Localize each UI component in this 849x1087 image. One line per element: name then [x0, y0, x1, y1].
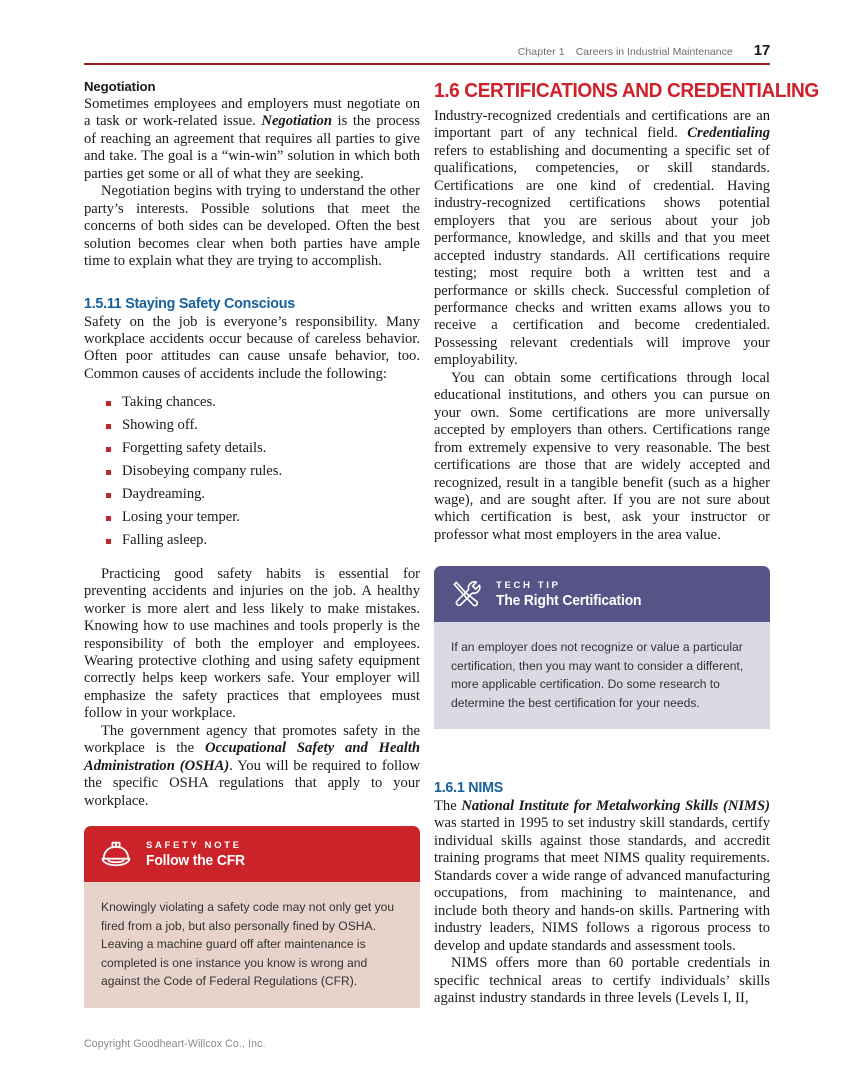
safety-habits-paragraph: Practicing good safety habits is essential for preventing accidents and injuries on the job. A healthy worker is more alert and less likely to make mistakes. Knowing how to use machines and tools properly is the responsibility of both the employer and employees. Wearing protective clothing and using safety equipment correctly helps keep workers safe. Your employer will emphasize the safety practices that employees must follow in your workplace.	[84, 565, 420, 722]
list-item-label: Showing off.	[122, 417, 198, 434]
page-number: 17	[753, 42, 770, 59]
list-item-label: Falling asleep.	[122, 531, 208, 548]
list-item-label: Daydreaming.	[122, 485, 206, 502]
tech-tip-body: If an employer does not recognize or value a particular certification, then you may want to consider a different, more applicable certification. Do some research to determine the best certification for your needs.	[434, 622, 770, 729]
running-head-chapter: Chapter 1	[517, 46, 565, 58]
nims-p1-part-a: The	[434, 798, 462, 814]
right-column	[434, 79, 819, 544]
tech-tip-kicker: TECH TIP	[496, 579, 561, 591]
osha-key-term: Occupational Safety and Health Administration (OSHA)	[84, 740, 420, 774]
osha-p-part-b: . You will be required to follow the specific OSHA regulations that apply to your workplace.	[84, 757, 420, 809]
cert-p1-part-a: Industry-recognized credentials and certifications are an important part of any technical field.	[434, 108, 770, 142]
safety-note-titles	[146, 840, 250, 869]
running-head-title: Careers in Industrial Maintenance	[575, 46, 733, 58]
square-bullet-icon	[106, 447, 111, 452]
list-item	[106, 486, 420, 509]
accident-causes-list	[84, 394, 420, 554]
hard-hat-icon	[99, 837, 133, 871]
square-bullet-icon	[106, 470, 111, 475]
copyright-footer: Copyright Goodheart-Willcox Co., Inc.	[84, 1038, 266, 1050]
list-item	[106, 394, 420, 417]
header-rule	[84, 63, 770, 65]
negotiation-key-term: Negotiation	[261, 113, 332, 130]
negotiation-p1-part-a: Sometimes employees and employers must negotiate on a task or work-related issue.	[84, 96, 420, 130]
nims-key-term: National Institute for Metalworking Skills (NIMS)	[461, 798, 771, 814]
nims-p1-part-b: was started in 1995 to set industry skill standards, certify individual skills against those standards, and accredit training programs that meet NIMS quality requirements. Standards cover a wide range of advanced manufacturing occupations, from machining to maintenance, and include both theory and hands-on skills. Partnering with industry leaders, NIMS follows a rigorous process to develop and update standards and assessment tools.	[434, 815, 770, 954]
list-item	[106, 532, 420, 555]
square-bullet-icon	[106, 516, 111, 521]
osha-p-part-a: The government agency that promotes safety in the workplace is the	[84, 722, 420, 757]
safety-note-body: Knowingly violating a safety code may not only get you fired from a job, but also personally fined by OSHA. Leaving a machine guard off after maintenance is completed is one instance you know is wrong and against the Code of Federal Regulations (CFR).	[84, 882, 420, 1008]
negotiation-paragraph-1	[84, 96, 420, 183]
negotiation-paragraph-2: Negotiation begins with trying to understand the other party’s interests. Possible solutions that meet the concerns of both sides can be developed. Often the best solution becomes clear when both parties have ample time to explain what they are trying to accomplish.	[84, 183, 420, 270]
running-head	[84, 42, 770, 59]
list-item-label: Forgetting safety details.	[122, 440, 267, 457]
safety-note-header	[84, 826, 420, 882]
credentialing-key-term: Credentialing	[687, 125, 770, 142]
square-bullet-icon	[106, 539, 111, 544]
list-item-label: Losing your temper.	[122, 508, 240, 525]
negotiation-heading: Negotiation	[84, 79, 156, 94]
negotiation-p1-part-b: is the process of reaching an agreement that requires all parties to give and take. The goal is a “win-win” solution in which both parties get some or all of what they are seeking.	[84, 113, 421, 182]
tech-tip-box	[434, 566, 770, 729]
certifications-paragraph-2: You can obtain some certifications through local educational institutions, and others you can pursue on your own. Some certifications are more universally accepted by employers than others. Certifications range from extremely expensive to very reasonable. The best certifications are those that are widely accepted and recognized, result in a tangible benefit (such as a higher wage), and are sought after. If you are not sure about which certification is best, ask your instructor or professor what most employers in the area value.	[434, 369, 770, 543]
safety-note-title: Follow the CFR	[146, 852, 245, 869]
section-heading-1-5-11: 1.5.11 Staying Safety Conscious	[84, 294, 295, 312]
right-column-continued	[434, 779, 770, 1007]
tech-tip-header	[434, 566, 770, 622]
tech-tip-titles	[496, 580, 649, 609]
section-heading-1-6-1: 1.6.1 NIMS	[434, 779, 504, 796]
certifications-paragraph-1	[434, 108, 770, 370]
square-bullet-icon	[106, 424, 111, 429]
nims-paragraph-1	[434, 798, 770, 955]
nims-paragraph-2: NIMS offers more than 60 portable credentials in specific technical areas to certify individuals’ skills against industry standards in three levels (Levels I, II,	[434, 955, 770, 1006]
list-item	[106, 509, 420, 532]
cert-p1-part-b: refers to establishing and documenting a specific set of qualifications, competencies, or skill standards. Certifications are one kind of credential. Having industry-recognized certifications shows potential employers that you are serious about your job performance, knowledge, and skills and that you meet accepted industry standards. All certifications require testing; most require both a written test and a performance or skills check. Successful completion of performance checks and written exams allows you to receive a certification and become credentialed. Possessing relevant credentials will improve your employability.	[434, 142, 770, 369]
list-item-label: Taking chances.	[122, 394, 216, 411]
safety-note-box	[84, 826, 420, 1008]
list-item	[106, 440, 420, 463]
tech-tip-title: The Right Certification	[496, 592, 642, 609]
list-item	[106, 463, 420, 486]
list-item	[106, 417, 420, 440]
wrench-screwdriver-icon	[449, 577, 483, 611]
list-item-label: Disobeying company rules.	[122, 463, 283, 480]
safety-note-kicker: SAFETY NOTE	[146, 839, 242, 851]
section-heading-1-6: 1.6 CERTIFICATIONS AND CREDENTIALING	[434, 79, 819, 102]
osha-paragraph	[84, 723, 420, 810]
safety-conscious-intro: Safety on the job is everyone’s responsibility. Many workplace accidents occur because of careless behavior. Often poor attitudes can cause unsafe behavior, too. Common causes of accidents include the following:	[84, 313, 420, 382]
square-bullet-icon	[106, 493, 111, 498]
square-bullet-icon	[106, 401, 111, 406]
left-column	[84, 79, 420, 810]
spacer	[84, 271, 420, 295]
